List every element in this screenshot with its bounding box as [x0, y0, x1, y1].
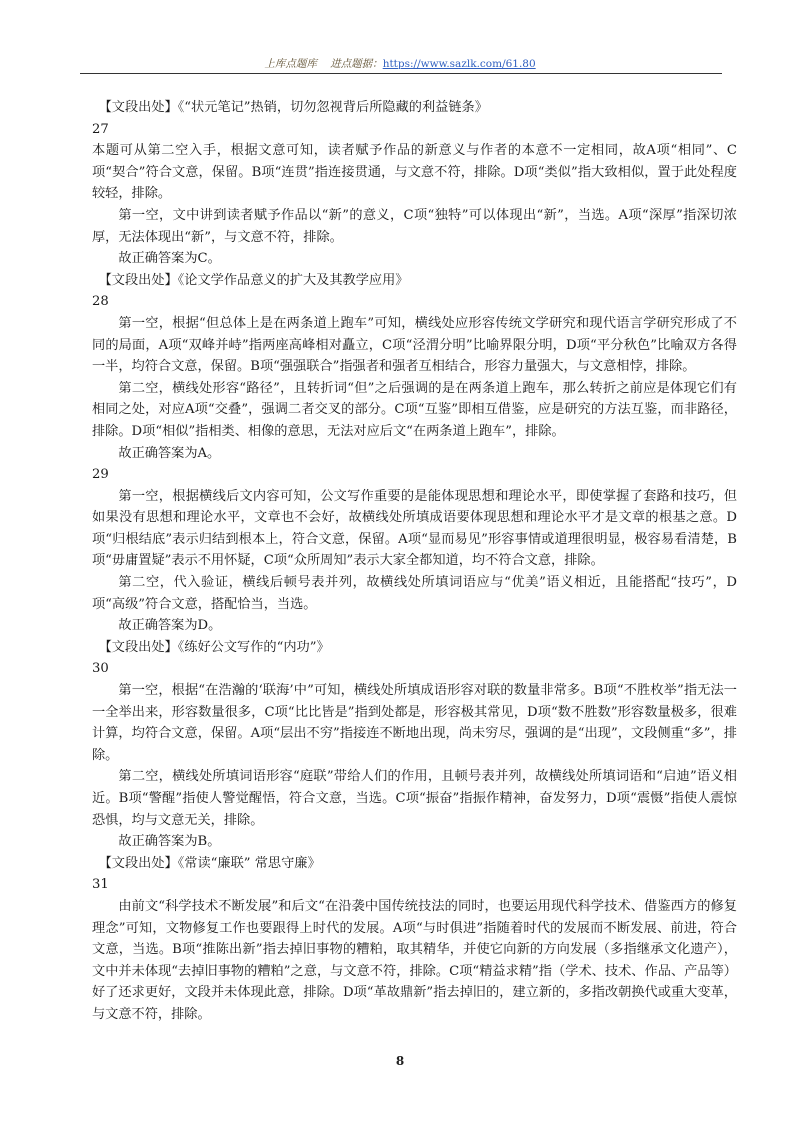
paragraph: 第二空，代入验证，横线后顿号表并列，故横线处所填词语应与“优美”语义相近，且能搭配“技巧”，D项“高级”符合文意，搭配恰当，当选。	[92, 575, 737, 612]
header-url-link[interactable]: https://www.sazlk.com/61.80	[382, 58, 536, 70]
header-divider	[80, 73, 722, 74]
header-brand: 上库点题库	[264, 58, 317, 70]
source-reference: 【文段出处】《练好公文写作的“内功”》	[98, 639, 330, 655]
page-number: 8	[395, 1054, 405, 1068]
source-reference: 【文段出处】《常读“廉联” 常思守廉》	[98, 855, 321, 871]
question-number: 29	[92, 467, 109, 483]
paragraph: 第一空，根据“在浩瀚的‘联海’中”可知，横线处所填成语形容对联的数量非常多。B项“不胜枚举”指无法一一全举出来，形容数量很多，C项“比比皆是”指到处都是，形容极其常见，D项“数不胜数”形容数量极多，很难计算，均符合文意，保留。A项“层出不穷”指接连不断地出现，尚未穷尽，强调的是“出现”，文段侧重“多”，排除。	[92, 683, 737, 763]
header-label: 进点题据：	[330, 58, 383, 70]
paragraph: 第二空，横线处所填词语形容“庭联”带给人们的作用，且顿号表并列，故横线处所填词语和“启迪”语义相近。B项“警醒”指使人警觉醒悟，符合文意，当选。C项“振奋”指振作精神，奋发努力，D项“震慑”指使人震惊恐惧，均与文意无关，排除。	[92, 769, 737, 828]
question-number: 27	[92, 121, 109, 137]
paragraph: 由前文“科学技术不断发展”和后文“在沿袭中国传统技法的同时，也要运用现代科学技术、借鉴西方的修复理念”可知，文物修复工作也要跟得上时代的发展。A项“与时俱进”指随着时代的发展而不断发展、前进，符合文意，当选。B项“推陈出新”指去掉旧事物的糟粕，取其精华，并使它向新的方向发展（多指继承文化遗产），文中并未体现“去掉旧事物的糟粕”之意，与文意不符，排除。C项“精益求精”指（学术、技术、作品、产品等）好了还求更好，文段并未体现此意，排除。D项“革故鼎新”指去掉旧的，建立新的，多指改朝换代或重大变革，与文意不符，排除。	[92, 898, 737, 1022]
paragraph: 第一空，文中讲到读者赋予作品以“新”的意义，C项“独特”可以体现出“新”，当选。A项“深厚”指深切浓厚，无法体现出“新”，与文意不符，排除。	[92, 207, 737, 245]
paragraph: 第二空，横线处形容“路径”，且转折词“但”之后强调的是在两条道上跑车，那么转折之前应是体现它们有相同之处，对应A项“交叠”，强调二者交叉的部分。C项“互鉴”即相互借鉴，应是研究的方法互鉴，而非路径，排除。D项“相似”指相类、相像的意思，无法对应后文“在两条道上跑车”，排除。	[92, 380, 737, 439]
question-number: 31	[92, 877, 109, 893]
paragraph: 故正确答案为B。	[118, 834, 221, 850]
paragraph: 故正确答案为D。	[118, 618, 222, 634]
paragraph: 第一空，根据横线后文内容可知，公文写作重要的是能体现思想和理论水平，即使掌握了套路和技巧，但如果没有思想和理论水平，文章也不会好，故横线处所填成语要体现思想和理论水平才是文章的根基之意。D项“归根结底”表示归结到根本上，符合文意，保留。A项“显而易见”形容事情或道理很明显，极容易看清楚，B项“毋庸置疑”表示不用怀疑，C项“众所周知”表示大家全都知道，均不符合文意，排除。	[92, 488, 737, 569]
source-reference: 【文段出处】《论文学作品意义的扩大及其教学应用》	[98, 272, 409, 288]
paragraph: 故正确答案为A。	[118, 445, 221, 461]
source-reference: 【文段出处】《“状元笔记”热销，切勿忽视背后所隐藏的利益链条》	[98, 100, 488, 115]
question-number: 30	[92, 661, 109, 677]
paragraph: 故正确答案为C。	[118, 251, 221, 267]
paragraph: 第一空，根据“但总体上是在两条道上跑车”可知，横线处应形容传统文学研究和现代语言学研究形成了不同的局面，A项“双峰并峙”指两座高峰相对矗立，C项“泾渭分明”比喻界限分明，D项“平分秋色”比喻双方各得一半，均符合文意，保留。B项“强强联合”指强者和强者互相结合，形容力量强大，与文意相悖，排除。	[92, 315, 737, 375]
document-body	[92, 97, 737, 1026]
question-number: 28	[92, 294, 109, 310]
paragraph: 本题可从第二空入手，根据文意可知，读者赋予作品的新意义与作者的本意不一定相同，故A项“相同”、C项“契合”符合文意，保留。B项“连贯”指连接贯通，与文意不符，排除。D项“类似”指大致相似，置于此处程度较轻，排除。	[92, 143, 737, 202]
